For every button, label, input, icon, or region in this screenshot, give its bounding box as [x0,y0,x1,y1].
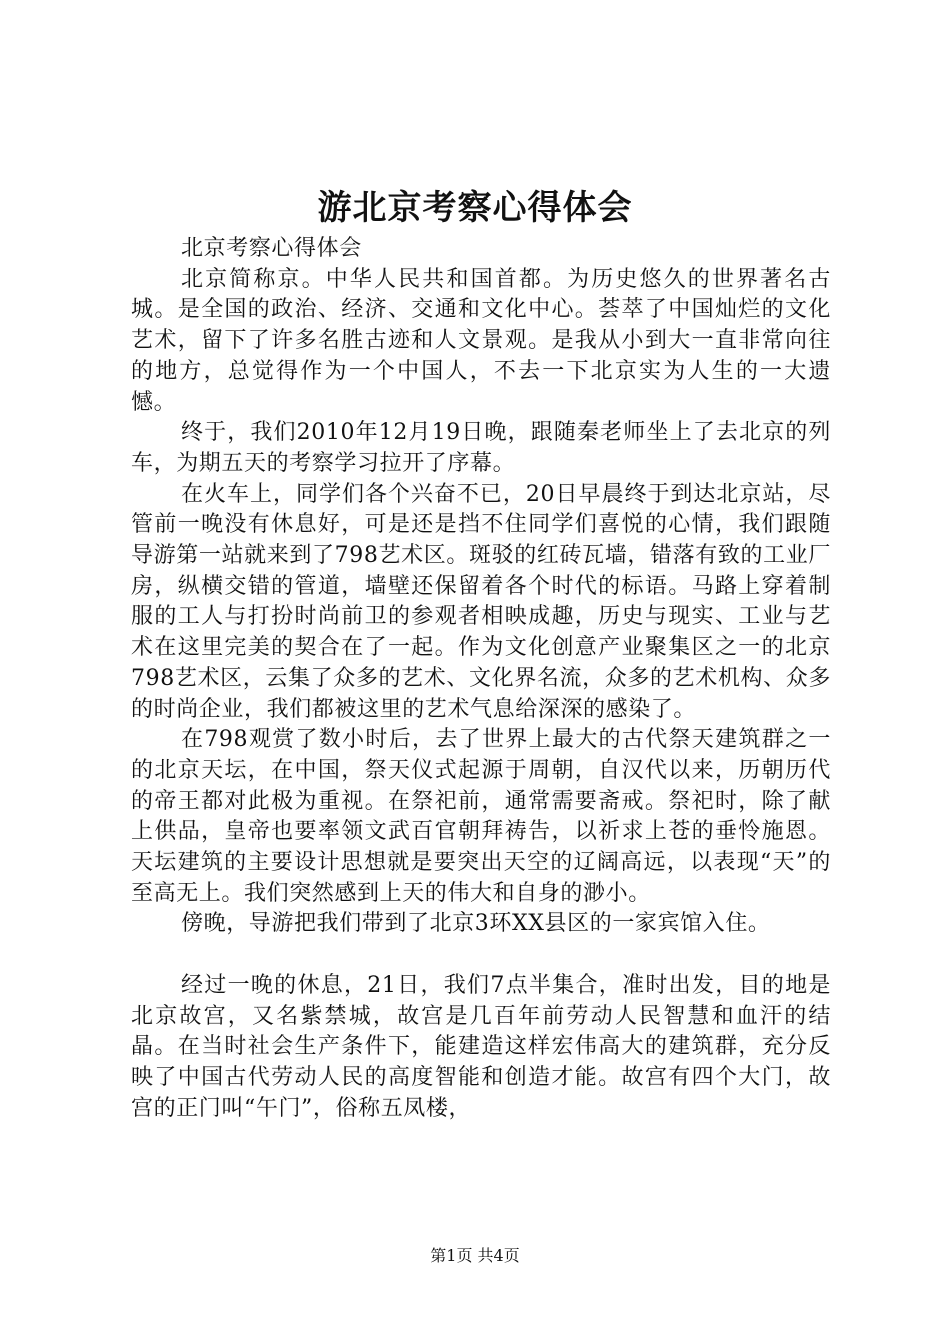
document-body [131,234,831,1124]
body-paragraph: 傍晚，导游把我们带到了北京3环XX县区的一家宾馆入住。 [181,911,771,937]
body-paragraph: 北京简称京。中华人民共和国首都。为历史悠久的世界著名古城。是全国的政治、经济、交通和文化中心。荟萃了中国灿烂的文化艺术，留下了许多名胜古迹和人文景观。是我从小到大一直非常向往的地方，总觉得作为一个中国人，不去一下北京实为人生的一大遗憾。 [131,266,831,415]
body-paragraph: 在798观赏了数小时后，去了世界上最大的古代祭天建筑群之一的北京天坛，在中国，祭天仪式起源于周朝，自汉代以来，历朝历代的帝王都对此极为重视。在祭祀前，通常需要斋戒。祭祀时，除了献上供品，皇帝也要率领文武百官朝拜祷告，以祈求上苍的垂怜施恩。天坛建筑的主要设计思想就是要突出天空的辽阔高远，以表现“天”的至高无上。我们突然感到上天的伟大和自身的渺小。 [131,727,831,906]
page-number-footer: 第1页 共4页 [430,1246,520,1265]
body-paragraph: 终于，我们2010年12月19日晚，跟随秦老师坐上了去北京的列车，为期五天的考察学习拉开了序幕。 [131,420,831,476]
body-paragraph: 在火车上，同学们各个兴奋不已，20日早晨终于到达北京站，尽管前一晚没有休息好，可是还是挡不住同学们喜悦的心情，我们跟随导游第一站就来到了798艺术区。斑驳的红砖瓦墙，错落有致的工业厂房，纵横交错的管道，墙壁还保留着各个时代的标语。马路上穿着制服的工人与打扮时尚前卫的参观者相映成趣，历史与现实、工业与艺术在这里完美的契合在了一起。作为文化创意产业聚集区之一的北京798艺术区，云集了众多的艺术、文化界名流，众多的艺术机构、众多的时尚企业，我们都被这里的艺术气息给深深的感染了。 [131,481,831,722]
document-title: 游北京考察心得体会 [317,188,633,228]
subtitle-paragraph: 北京考察心得体会 [181,236,362,261]
body-paragraph: 经过一晚的休息，21日，我们7点半集合，准时出发，目的地是北京故宫，又名紫禁城，故宫是几百年前劳动人民智慧和血汗的结晶。在当时社会生产条件下，能建造这样宏伟高大的建筑群，充分反映了中国古代劳动人民的高度智能和创造才能。故宫有四个大门，故宫的正门叫“午门”，俗称五凤楼， [131,972,831,1121]
